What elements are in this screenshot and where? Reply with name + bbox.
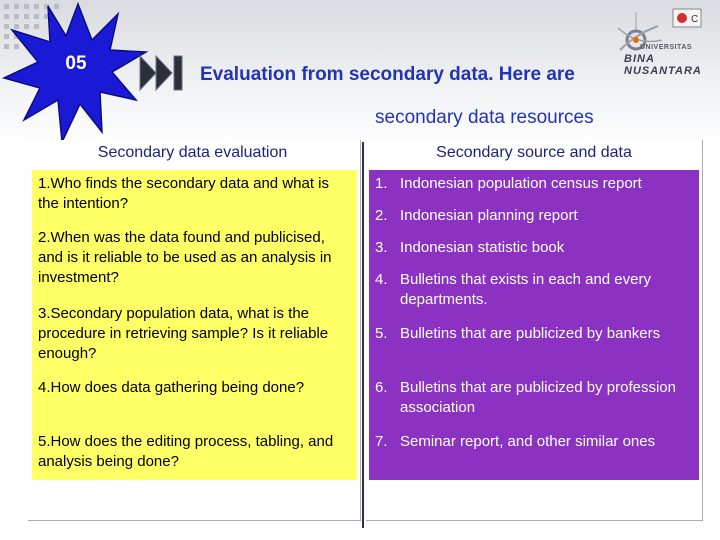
source-item-text: Seminar report, and other similar ones (400, 433, 656, 450)
copyright-icon (672, 8, 702, 28)
source-item-number: 7. (375, 433, 388, 450)
logo-text-bina-nusantara: BINA NUSANTARA (624, 53, 702, 77)
source-item-text: Bulletins that are publicized by bankers (400, 325, 661, 342)
column-divider (362, 142, 364, 528)
svg-text:C: C (691, 14, 699, 25)
source-item-text: Indonesian population census report (400, 175, 642, 192)
source-item-number: 6. (375, 379, 388, 396)
source-item-text: Indonesian statistic book (400, 239, 565, 256)
source-panel (369, 170, 699, 480)
slide-number: 05 (65, 53, 87, 74)
skip-forward-icon[interactable] (136, 52, 188, 94)
evaluation-item: 5.How does the editing process, tabling, and analysis being done? (38, 433, 334, 470)
left-column-heading: Secondary data evaluation (97, 144, 288, 161)
evaluation-item: 4.How does data gathering being done? (38, 379, 305, 396)
evaluation-panel (32, 170, 357, 480)
source-item-number: 5. (375, 325, 388, 342)
slide-title-line-2: secondary data resources (375, 107, 594, 128)
source-item-number: 4. (375, 271, 388, 288)
right-column-heading: Secondary source and data (436, 144, 632, 161)
evaluation-item: 1.Who finds the secondary data and what is the intention? (38, 175, 330, 212)
source-item-number: 2. (375, 207, 388, 224)
logo-text-universitas: UNIVERSITAS (640, 44, 693, 51)
source-item-text: Bulletins that exists in each and every departments. (400, 271, 651, 308)
evaluation-item: 2.When was the data found and publicised, and is it reliable to be used as an analysis in investment? (38, 229, 332, 286)
source-item-text: Bulletins that are publicized by profession association (400, 379, 676, 416)
slide-number-star-badge (0, 0, 150, 150)
slide-title-line-1: Evaluation from secondary data. Here are (200, 64, 575, 85)
evaluation-item: 3.Secondary population data, what is the procedure in retrieving sample? Is it reliable enough? (38, 305, 329, 362)
source-item-number: 3. (375, 239, 388, 256)
source-item-number: 1. (375, 175, 388, 192)
source-item-text: Indonesian planning report (400, 207, 578, 224)
